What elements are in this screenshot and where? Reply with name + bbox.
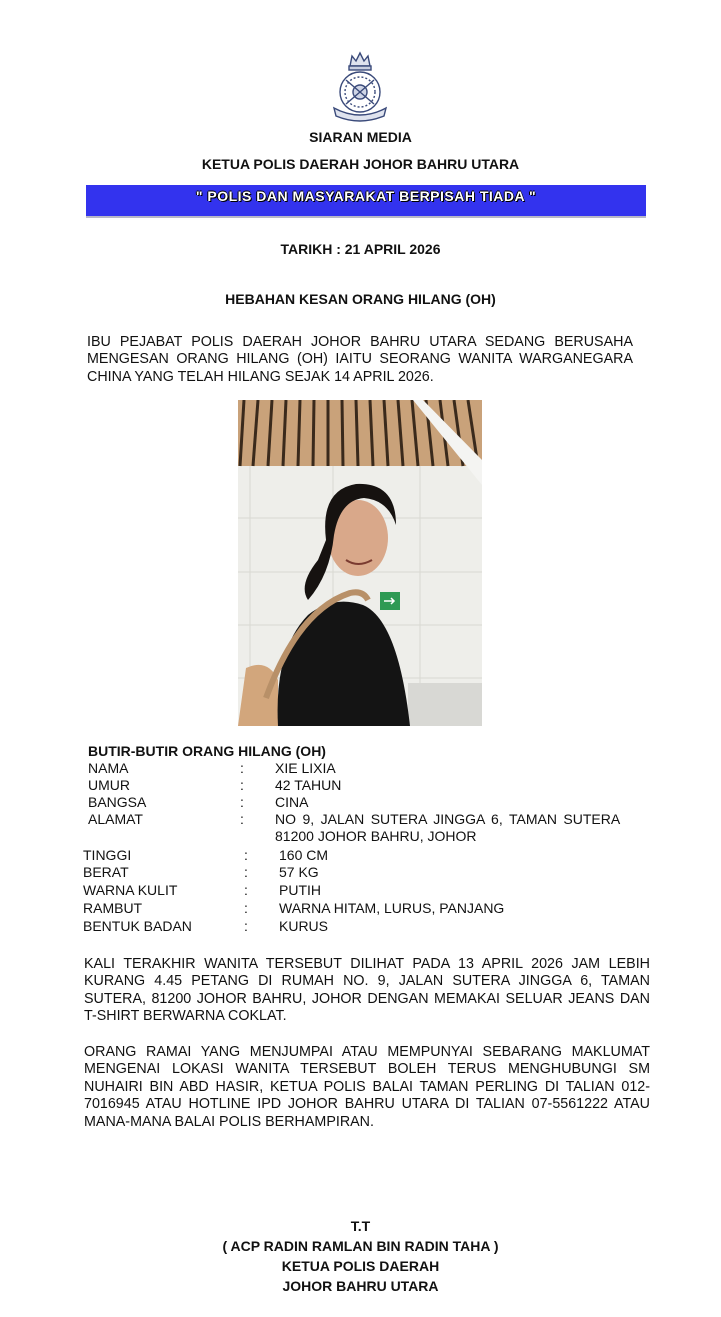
signatory-district: JOHOR BAHRU UTARA (282, 1278, 439, 1294)
issuer-title: KETUA POLIS DAERAH JOHOR BAHRU UTARA (201, 156, 520, 172)
signatory-title: KETUA POLIS DAERAH (281, 1258, 440, 1274)
release-date: TARIKH : 21 APRIL 2026 (280, 241, 441, 257)
detail-row-address (88, 811, 648, 845)
detail-separator: : (244, 900, 248, 916)
media-release-title: SIARAN MEDIA (309, 129, 412, 145)
detail-label: NAMA (88, 760, 129, 776)
detail-label: RAMBUT (83, 900, 143, 916)
detail-value: KURUS (279, 918, 329, 934)
detail-label: WARNA KULIT (83, 882, 178, 898)
detail-separator: : (240, 777, 244, 793)
notice-heading: HEBAHAN KESAN ORANG HILANG (OH) (225, 291, 496, 307)
detail-value: XIE LIXIA (275, 760, 336, 776)
detail-separator: : (244, 864, 248, 880)
detail-separator: : (244, 918, 248, 934)
last-seen-paragraph: KALI TERAKHIR WANITA TERSEBUT DILIHAT PADA 13 APRIL 2026 JAM LEBIH KURANG 4.45 PETANG DI RUMAH NO. 9, JALAN SUTERA JINGGA 6, TAMAN SUTERA, 81200 JOHOR BAHRU, JOHOR DENGAN MEMAKAI SELUAR JEANS DAN T-SHIRT BERWARNA COKLAT. (84, 956, 650, 1025)
missing-person-photo (238, 400, 482, 726)
detail-label: UMUR (88, 777, 130, 793)
detail-value: 57 KG (279, 864, 319, 880)
detail-label: BANGSA (88, 794, 147, 810)
detail-label: TINGGI (83, 847, 132, 863)
detail-separator: : (244, 847, 248, 863)
detail-separator: : (240, 794, 244, 810)
signatory-name: ( ACP RADIN RAMLAN BIN RADIN TAHA ) (222, 1238, 499, 1254)
detail-value: NO 9, JALAN SUTERA JINGGA 6, TAMAN SUTERA (275, 811, 621, 827)
detail-value: 42 TAHUN (275, 777, 342, 793)
detail-value: WARNA HITAM, LURUS, PANJANG (279, 900, 505, 916)
signature-tt: T.T (350, 1218, 371, 1234)
detail-value-line2: 81200 JOHOR BAHRU, JOHOR (275, 828, 477, 844)
intro-paragraph: IBU PEJABAT POLIS DAERAH JOHOR BAHRU UTARA SEDANG BERUSAHA MENGESAN ORANG HILANG (OH) IAITU SEORANG WANITA WARGANEGARA CHINA YANG TELAH HILANG SEJAK 14 APRIL 2026. (87, 334, 633, 385)
detail-value: 160 CM (279, 847, 329, 863)
detail-label: ALAMAT (88, 811, 143, 827)
details-title: BUTIR-BUTIR ORANG HILANG (OH) (88, 743, 326, 759)
motto-banner: " POLIS DAN MASYARAKAT BERPISAH TIADA " (86, 185, 646, 218)
detail-label: BENTUK BADAN (83, 918, 192, 934)
detail-value: CINA (275, 794, 309, 810)
police-crest-icon (326, 50, 394, 125)
detail-separator: : (244, 882, 248, 898)
detail-separator: : (240, 760, 244, 776)
detail-separator: : (240, 811, 244, 827)
contact-paragraph: ORANG RAMAI YANG MENJUMPAI ATAU MEMPUNYAI SEBARANG MAKLUMAT MENGENAI LOKASI WANITA TERSEBUT BOLEH TERUS MENGHUBUNGI SM NUHAIRI BIN ABD HASIR, KETUA POLIS BALAI TAMAN PERLING DI TALIAN 012-7016945 ATAU HOTLINE IPD JOHOR BAHRU UTARA DI TALIAN 07-5561222 ATAU MANA-MANA BALAI POLIS BERHAMPIRAN. (84, 1044, 650, 1130)
detail-label: BERAT (83, 864, 129, 880)
detail-value: PUTIH (279, 882, 321, 898)
